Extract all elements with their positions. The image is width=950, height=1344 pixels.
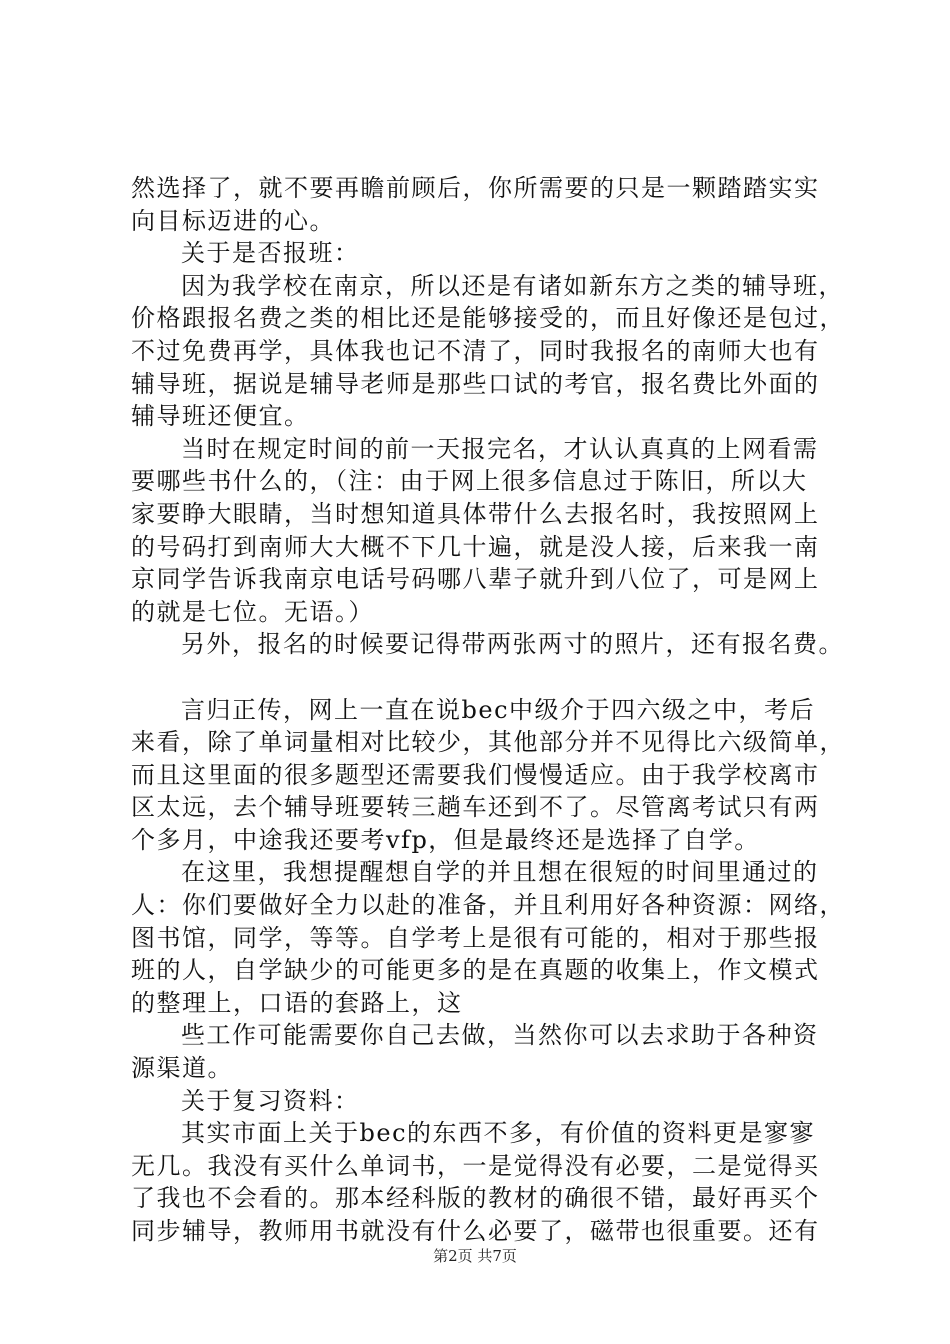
text-line: 要哪些书什么的，（注：由于网上很多信息过于陈旧，所以大 [131, 467, 808, 496]
document-body [131, 172, 847, 1248]
text-line: 区太远，去个辅导班要转三趟车还到不了。尽管离考试只有两 [131, 793, 820, 822]
text-line: 而且这里面的很多题型还需要我们慢慢适应。由于我学校离市 [131, 760, 820, 789]
page-footer [0, 1246, 950, 1266]
text-line: 人：你们要做好全力以赴的准备，并且利用好各种资源：网络， [131, 891, 845, 920]
text-line: 家要睁大眼睛，当时想知道具体带什么去报名时，我按照网上 [131, 499, 820, 528]
text-line: 当时在规定时间的前一天报完名，才认认真真的上网看需 [181, 434, 819, 463]
text-line: 些工作可能需要你自己去做，当然你可以去求助于各种资 [181, 1021, 819, 1050]
text-line: 在这里，我想提醒想自学的并且想在很短的时间里通过的 [181, 858, 819, 887]
section-heading: 关于是否报班： [181, 239, 360, 268]
text-line: 个多月，中途我还要考vfp，但是最终还是选择了自学。 [131, 825, 760, 854]
text-line: 辅导班，据说是辅导老师是那些口试的考官，报名费比外面的 [131, 369, 820, 398]
text-line: 了我也不会看的。那本经科版的教材的确很不错，最好再买个 [131, 1184, 820, 1213]
text-line: 言归正传，网上一直在说bec中级介于四六级之中，考后 [181, 695, 816, 724]
text-line: 因为我学校在南京，所以还是有诸如新东方之类的辅导班， [181, 271, 844, 300]
text-line: 辅导班还便宜。 [131, 402, 310, 431]
text-line: 班的人，自学缺少的可能更多的是在真题的收集上，作文模式 [131, 956, 820, 985]
text-line: 的号码打到南师大大概不下几十遍，就是没人接，后来我一南 [131, 532, 820, 561]
text-line: 来看，除了单词量相对比较少，其他部分并不见得比六级简单， [131, 728, 845, 757]
text-line: 然选择了，就不要再瞻前顾后，你所需要的只是一颗踏踏实实 [131, 174, 820, 202]
page-number: 第2页 共7页 [433, 1247, 517, 1265]
blank-line [131, 661, 847, 694]
text-line: 同步辅导，教师用书就没有什么必要了，磁带也很重要。还有 [131, 1217, 820, 1245]
text-line: 的就是七位。无语。） [131, 597, 374, 626]
text-line: 另外，报名的时候要记得带两张两寸的照片，还有报名费。 [181, 630, 844, 659]
text-line: 图书馆，同学，等等。自学考上是很有可能的，相对于那些报 [131, 923, 820, 952]
section-heading: 关于复习资料： [181, 1086, 360, 1115]
text-line: 京同学告诉我南京电话号码哪八辈子就升到八位了，可是网上 [131, 565, 820, 594]
text-line: 其实市面上关于bec的东西不多，有价值的资料更是寥寥 [181, 1119, 816, 1148]
text-line: 向目标迈进的心。 [131, 206, 335, 235]
text-line: 不过免费再学，具体我也记不清了，同时我报名的南师大也有 [131, 336, 820, 365]
text-line: 源渠道。 [131, 1054, 233, 1083]
text-line: 无几。我没有买什么单词书，一是觉得没有必要，二是觉得买 [131, 1151, 820, 1180]
text-line: 价格跟报名费之类的相比还是能够接受的，而且好像还是包过， [131, 304, 845, 333]
text-line: 的整理上，口语的套路上，这 [131, 988, 463, 1017]
